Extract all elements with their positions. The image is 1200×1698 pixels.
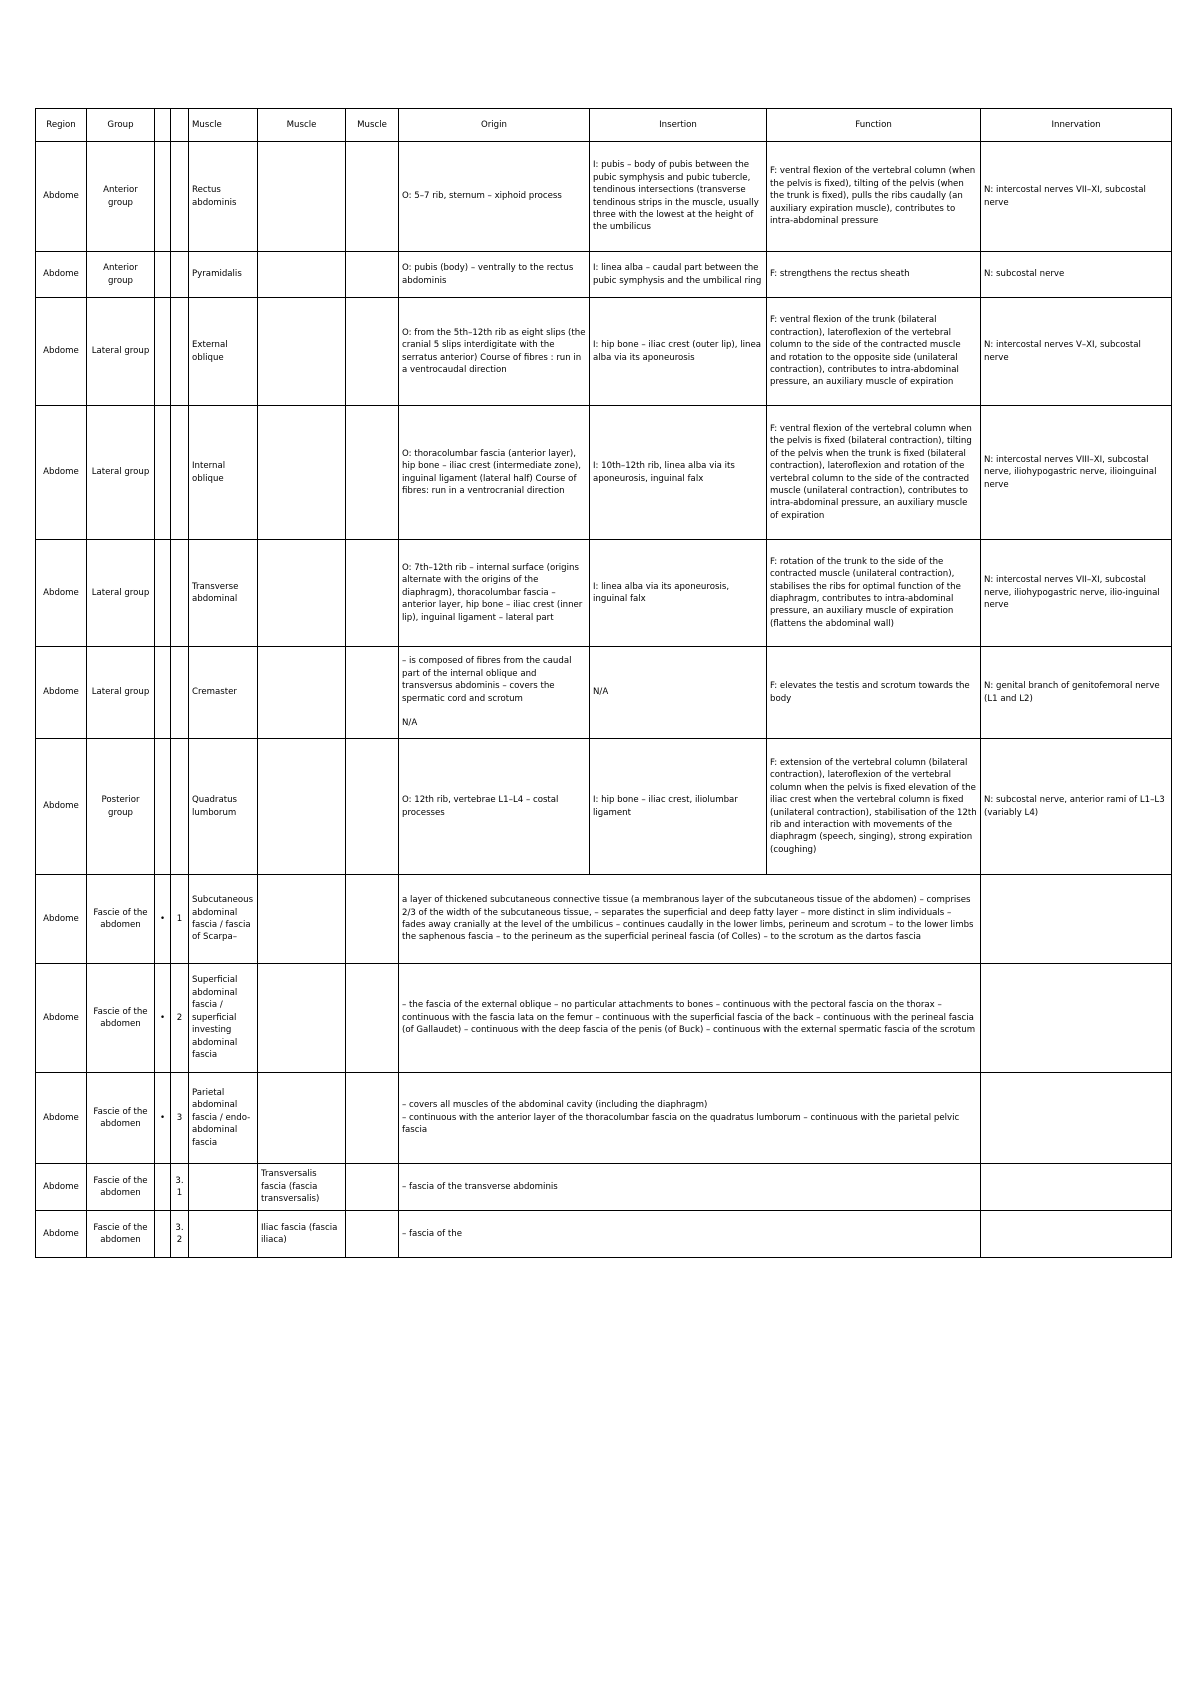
region-cell: Abdome bbox=[36, 252, 87, 298]
number-cell bbox=[171, 298, 189, 406]
table-row bbox=[36, 540, 1172, 647]
muscle-sub-cell bbox=[258, 298, 346, 406]
function-cell: F: elevates the testis and scrotum towards the body bbox=[767, 647, 981, 739]
group-cell: Fascie of the abdomen bbox=[87, 1164, 155, 1211]
insertion-cell: N/A bbox=[590, 647, 767, 739]
number-cell: 3.2 bbox=[171, 1211, 189, 1258]
function-cell: F: ventral flexion of the vertebral column when the pelvis is fixed (bilateral contraction), tilting of the pelvis when the trunk is fixed (bilateral contraction), lateroflexion and rotation of the vertebral column to the side of the contracted muscle (unilateral contraction), contributes to intra-abdominal pressure, an auxiliary muscle of expiration bbox=[767, 406, 981, 540]
fascia-sub-cell bbox=[258, 1073, 346, 1164]
fascia-description-cell: – fascia of the transverse abdominis bbox=[399, 1164, 981, 1211]
muscle-name-cell: Pyramidalis bbox=[189, 252, 258, 298]
group-cell: Lateral group bbox=[87, 298, 155, 406]
innervation-cell: N: intercostal nerves VII–XI, subcostal nerve, iliohypogastric nerve, ilio-inguinal nerve bbox=[981, 540, 1172, 647]
function-cell: F: ventral flexion of the trunk (bilateral contraction), lateroflexion of the vertebral column to the side of the contracted muscle and rotation to the opposite side (unilateral contraction), contributes to intra-abdominal pressure, an auxiliary muscle of expiration bbox=[767, 298, 981, 406]
header-function: Function bbox=[767, 109, 981, 142]
fascia-sub-cell: Transversalis fascia (fascia transversalis) bbox=[258, 1164, 346, 1211]
fascia-sub-cell bbox=[258, 964, 346, 1073]
muscle-sub-cell bbox=[258, 252, 346, 298]
header-muscle-1: Muscle bbox=[189, 109, 258, 142]
innervation-cell: N: intercostal nerves VII–XI, subcostal nerve bbox=[981, 142, 1172, 252]
muscle-sub2-cell bbox=[346, 647, 399, 739]
table-row bbox=[36, 647, 1172, 739]
fascia-sub2-cell bbox=[346, 1073, 399, 1164]
origin-cell: O: thoracolumbar fascia (anterior layer), hip bone – iliac crest (intermediate zone), inguinal ligament (lateral half) Course of fibres: run in a ventrocranial direction bbox=[399, 406, 590, 540]
fascia-name-cell: Superficial abdominal fascia / superficial investing abdominal fascia bbox=[189, 964, 258, 1073]
insertion-cell: I: hip bone – iliac crest (outer lip), linea alba via its aponeurosis bbox=[590, 298, 767, 406]
group-cell: Lateral group bbox=[87, 406, 155, 540]
fascia-row bbox=[36, 964, 1172, 1073]
bullet-cell: • bbox=[155, 964, 171, 1073]
innervation-cell bbox=[981, 1164, 1172, 1211]
region-cell: Abdome bbox=[36, 875, 87, 964]
muscle-sub2-cell bbox=[346, 142, 399, 252]
innervation-cell bbox=[981, 1073, 1172, 1164]
muscle-name-cell: External oblique bbox=[189, 298, 258, 406]
origin-cell: O: from the 5th–12th rib as eight slips (the cranial 5 slips interdigitate with the serratus anterior) Course of fibres : run in a ventrocaudal direction bbox=[399, 298, 590, 406]
region-cell: Abdome bbox=[36, 298, 87, 406]
region-cell: Abdome bbox=[36, 964, 87, 1073]
innervation-cell: N: intercostal nerves V–XI, subcostal nerve bbox=[981, 298, 1172, 406]
header-blank-1 bbox=[155, 109, 171, 142]
fascia-sub2-cell bbox=[346, 1211, 399, 1258]
bullet-cell bbox=[155, 739, 171, 875]
region-cell: Abdome bbox=[36, 540, 87, 647]
innervation-cell: N: intercostal nerves VIII–XI, subcostal nerve, iliohypogastric nerve, ilioinguinal nerve bbox=[981, 406, 1172, 540]
muscle-sub-cell bbox=[258, 647, 346, 739]
number-cell bbox=[171, 540, 189, 647]
region-cell: Abdome bbox=[36, 1211, 87, 1258]
header-origin: Origin bbox=[399, 109, 590, 142]
bullet-cell bbox=[155, 142, 171, 252]
innervation-cell bbox=[981, 964, 1172, 1073]
function-cell: F: ventral flexion of the vertebral column (when the pelvis is fixed), tilting of the pelvis (when the trunk is fixed), pulls the ribs caudally (an auxiliary expiration muscle), contributes to intra-abdominal pressure bbox=[767, 142, 981, 252]
innervation-cell: N: genital branch of genitofemoral nerve (L1 and L2) bbox=[981, 647, 1172, 739]
table-body bbox=[36, 142, 1172, 1258]
header-group: Group bbox=[87, 109, 155, 142]
insertion-cell: I: linea alba via its aponeurosis, inguinal falx bbox=[590, 540, 767, 647]
fascia-name-cell bbox=[189, 1164, 258, 1211]
origin-cell: O: 12th rib, vertebrae L1–L4 – costal processes bbox=[399, 739, 590, 875]
muscle-sub-cell bbox=[258, 540, 346, 647]
table-row bbox=[36, 739, 1172, 875]
muscle-sub2-cell bbox=[346, 540, 399, 647]
fascia-row bbox=[36, 1164, 1172, 1211]
bullet-cell bbox=[155, 1164, 171, 1211]
bullet-cell bbox=[155, 298, 171, 406]
fascia-row bbox=[36, 875, 1172, 964]
header-muscle-3: Muscle bbox=[346, 109, 399, 142]
bullet-cell bbox=[155, 647, 171, 739]
table-row bbox=[36, 142, 1172, 252]
number-cell: 3 bbox=[171, 1073, 189, 1164]
muscle-sub2-cell bbox=[346, 252, 399, 298]
region-cell: Abdome bbox=[36, 1073, 87, 1164]
muscle-sub-cell bbox=[258, 142, 346, 252]
group-cell: Anterior group bbox=[87, 252, 155, 298]
number-cell bbox=[171, 647, 189, 739]
header-row bbox=[36, 109, 1172, 142]
fascia-description-cell: – the fascia of the external oblique – no particular attachments to bones – continuous with the pectoral fascia on the thorax – continuous with the fascia lata on the femur – continuous with the superficial fascia of the back – continuous with the perineal fascia (of Gallaudet) – continuous with the deep fascia of the penis (of Buck) – continuous with the external spermatic fascia of the scrotum bbox=[399, 964, 981, 1073]
region-cell: Abdome bbox=[36, 142, 87, 252]
fascia-name-cell: Parietal abdominal fascia / endo-abdominal fascia bbox=[189, 1073, 258, 1164]
number-cell bbox=[171, 739, 189, 875]
muscle-sub2-cell bbox=[346, 298, 399, 406]
insertion-cell: I: 10th–12th rib, linea alba via its aponeurosis, inguinal falx bbox=[590, 406, 767, 540]
insertion-cell: I: pubis – body of pubis between the pubic symphysis and pubic tubercle, tendinous intersections (transverse tendinous strips in the muscle, usually three with the lowest at the height of the umbilicus bbox=[590, 142, 767, 252]
origin-cell: O: 7th–12th rib – internal surface (origins alternate with the origins of the diaphragm), thoracolumbar fascia – anterior layer, hip bone – iliac crest (inner lip), inguinal ligament – lateral part bbox=[399, 540, 590, 647]
origin-cell: O: pubis (body) – ventrally to the rectus abdominis bbox=[399, 252, 590, 298]
muscle-sub-cell bbox=[258, 406, 346, 540]
origin-cell: O: 5–7 rib, sternum – xiphoid process bbox=[399, 142, 590, 252]
insertion-cell: I: hip bone – iliac crest, iliolumbar ligament bbox=[590, 739, 767, 875]
function-cell: F: rotation of the trunk to the side of the contracted muscle (unilateral contraction), stabilises the ribs for optimal function of the diaphragm, contributes to intra-abdominal pressure, an auxiliary muscle of expiration (flattens the abdominal wall) bbox=[767, 540, 981, 647]
fascia-row bbox=[36, 1211, 1172, 1258]
fascia-description-cell: – fascia of the bbox=[399, 1211, 981, 1258]
header-insertion: Insertion bbox=[590, 109, 767, 142]
bullet-cell bbox=[155, 252, 171, 298]
innervation-cell: N: subcostal nerve bbox=[981, 252, 1172, 298]
fascia-sub-cell bbox=[258, 875, 346, 964]
bullet-cell bbox=[155, 1211, 171, 1258]
group-cell: Posterior group bbox=[87, 739, 155, 875]
header-muscle-2: Muscle bbox=[258, 109, 346, 142]
number-cell: 1 bbox=[171, 875, 189, 964]
group-cell: Fascie of the abdomen bbox=[87, 1073, 155, 1164]
header-region: Region bbox=[36, 109, 87, 142]
number-cell: 3.1 bbox=[171, 1164, 189, 1211]
muscle-name-cell: Quadratus lumborum bbox=[189, 739, 258, 875]
group-cell: Fascie of the abdomen bbox=[87, 1211, 155, 1258]
fascia-sub-cell: Iliac fascia (fascia iliaca) bbox=[258, 1211, 346, 1258]
fascia-sub2-cell bbox=[346, 1164, 399, 1211]
region-cell: Abdome bbox=[36, 406, 87, 540]
group-cell: Lateral group bbox=[87, 647, 155, 739]
innervation-cell: N: subcostal nerve, anterior rami of L1–L3 (variably L4) bbox=[981, 739, 1172, 875]
number-cell: 2 bbox=[171, 964, 189, 1073]
function-cell: F: strengthens the rectus sheath bbox=[767, 252, 981, 298]
group-cell: Anterior group bbox=[87, 142, 155, 252]
region-cell: Abdome bbox=[36, 647, 87, 739]
fascia-sub2-cell bbox=[346, 964, 399, 1073]
table-row bbox=[36, 406, 1172, 540]
innervation-cell bbox=[981, 875, 1172, 964]
number-cell bbox=[171, 142, 189, 252]
muscle-name-cell: Internal oblique bbox=[189, 406, 258, 540]
muscle-table bbox=[35, 108, 1172, 1258]
group-cell: Fascie of the abdomen bbox=[87, 964, 155, 1073]
fascia-description-cell: – covers all muscles of the abdominal cavity (including the diaphragm) – continuous with the anterior layer of the thoracolumbar fascia on the quadratus lumborum – continuous with the parietal pelvic fascia bbox=[399, 1073, 981, 1164]
fascia-name-cell bbox=[189, 1211, 258, 1258]
header-blank-2 bbox=[171, 109, 189, 142]
number-cell bbox=[171, 252, 189, 298]
fascia-row bbox=[36, 1073, 1172, 1164]
muscle-sub2-cell bbox=[346, 406, 399, 540]
muscle-sub-cell bbox=[258, 739, 346, 875]
bullet-cell: • bbox=[155, 875, 171, 964]
number-cell bbox=[171, 406, 189, 540]
muscle-sub2-cell bbox=[346, 739, 399, 875]
header-innervation: Innervation bbox=[981, 109, 1172, 142]
fascia-description-cell: a layer of thickened subcutaneous connective tissue (a membranous layer of the subcutaneous tissue of the abdomen) – comprises 2/3 of the width of the subcutaneous tissue, – separates the superficial and deep fatty layer – more distinct in slim individuals – fades away cranially at the level of the umbilicus – continues caudally in the lower limbs, perineum and scrotum – to the lower limbs the saphenous fascia – to the perineum as the superficial perineal fascia (of Colles) – to the scrotum as the dartos fascia bbox=[399, 875, 981, 964]
insertion-cell: I: linea alba – caudal part between the pubic symphysis and the umbilical ring bbox=[590, 252, 767, 298]
bullet-cell bbox=[155, 406, 171, 540]
muscle-name-cell: Rectus abdominis bbox=[189, 142, 258, 252]
bullet-cell: • bbox=[155, 1073, 171, 1164]
origin-cell: – is composed of fibres from the caudal part of the internal oblique and transversus abdominis – covers the spermatic cord and scrotum N/A bbox=[399, 647, 590, 739]
fascia-sub2-cell bbox=[346, 875, 399, 964]
group-cell: Lateral group bbox=[87, 540, 155, 647]
table-row bbox=[36, 298, 1172, 406]
region-cell: Abdome bbox=[36, 1164, 87, 1211]
muscle-name-cell: Transverse abdominal bbox=[189, 540, 258, 647]
fascia-name-cell: Subcutaneous abdominal fascia / fascia of Scarpa– bbox=[189, 875, 258, 964]
table-row bbox=[36, 252, 1172, 298]
group-cell: Fascie of the abdomen bbox=[87, 875, 155, 964]
bullet-cell bbox=[155, 540, 171, 647]
region-cell: Abdome bbox=[36, 739, 87, 875]
innervation-cell bbox=[981, 1211, 1172, 1258]
function-cell: F: extension of the vertebral column (bilateral contraction), lateroflexion of the vertebral column when the pelvis is fixed elevation of the iliac crest when the vertebral column is fixed (unilateral contraction), stabilisation of the 12th rib and interaction with movements of the diaphragm (speech, singing), strong expiration (coughing) bbox=[767, 739, 981, 875]
muscle-name-cell: Cremaster bbox=[189, 647, 258, 739]
